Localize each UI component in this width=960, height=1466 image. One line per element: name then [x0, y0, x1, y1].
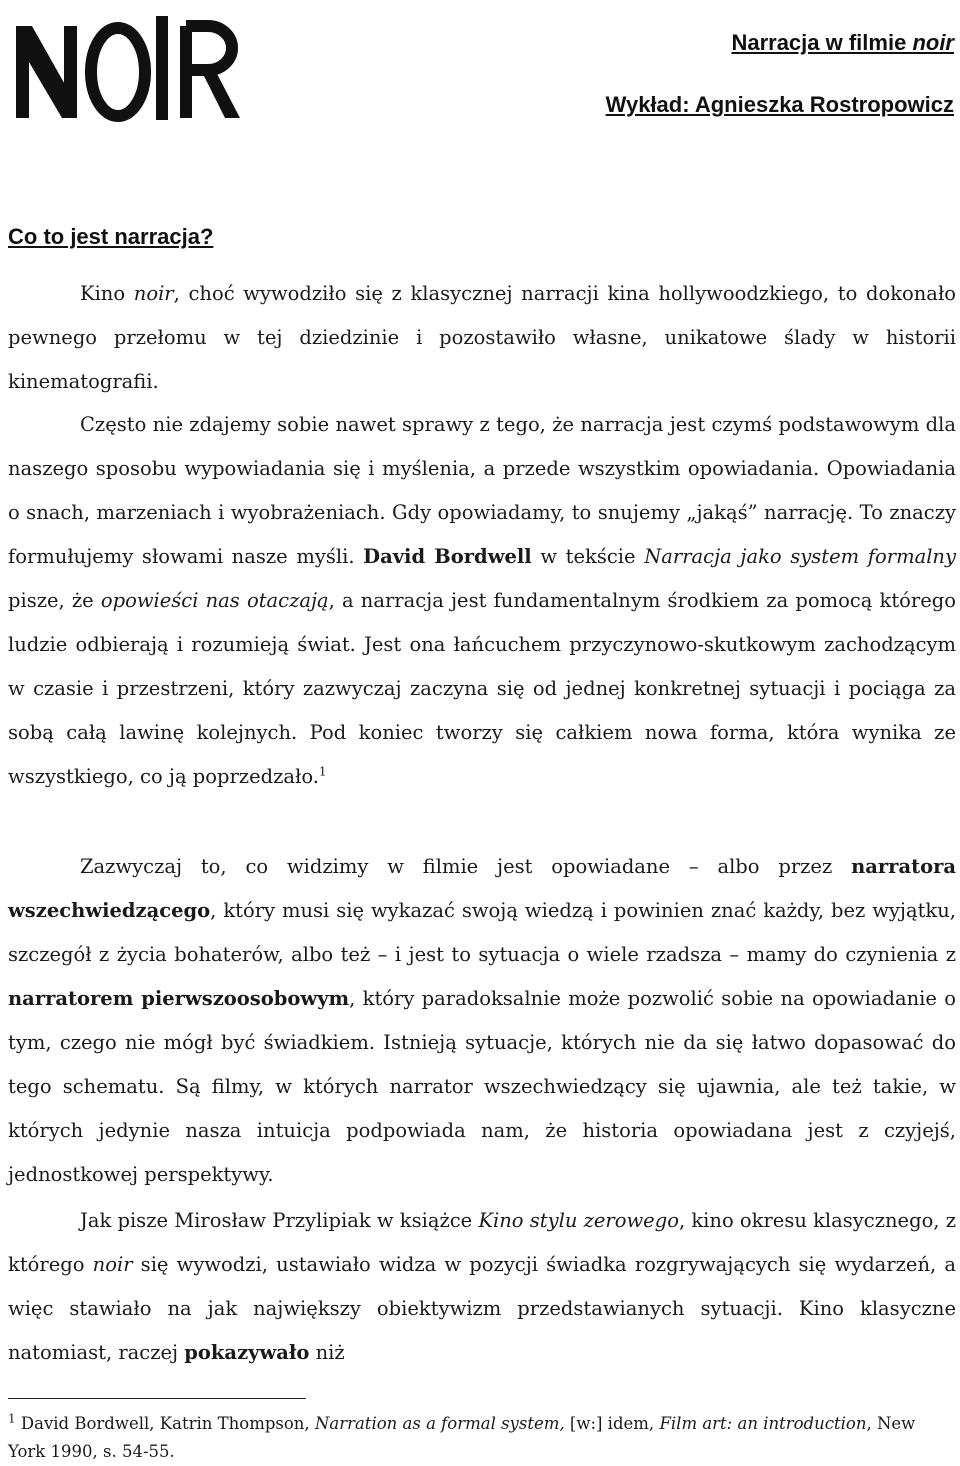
document-title: [731, 30, 954, 56]
title-text: Narracja w filmie: [731, 30, 913, 55]
noir-logo: [10, 12, 245, 124]
paragraph-1: Kino noir, choć wywodziło się z klasycznej narracji kina hollywoodzkiego, to dokonało pewnego przełomu w tej dziedzinie i pozostawiło własne, unikatowe ślady w historii kinematografii.: [8, 282, 956, 393]
footnote-divider: [8, 1398, 306, 1399]
footnote-ref[interactable]: 1: [318, 764, 327, 779]
title-italic: noir: [912, 30, 954, 55]
paragraph-3: Zazwyczaj to, co widzimy w filmie jest opowiadane – albo przez narratora wszechwiedzącego, który musi się wykazać swoją wiedzą i powinien znać każdy, bez wyjątku, szczegół z życia bohaterów, albo też – i jest to sytuacja o wiele rzadsza – mamy do czynienia z narratorem pierwszoosobowym, który paradoksalnie może pozwolić sobie na opowiadanie o tym, czego nie mógł być świadkiem. Istnieją sytuacje, których nie da się łatwo dopasować do tego schematu. Są filmy, w których narrator wszechwiedzący się ujawnia, ale też takie, w których jedynie nasza intuicja podpowiada nam, że historia opowiadana jest z czyjejś, jednostkowej perspektywy.: [8, 855, 956, 1186]
footnote-number: 1: [8, 1411, 16, 1426]
lecturer-line: Wykład: Agnieszka Rostropowicz: [605, 92, 954, 117]
paragraph-4: Jak pisze Mirosław Przylipiak w książce Kino stylu zerowego, kino okresu klasycznego, z którego noir się wywodzi, ustawiało widza w pozycji świadka rozgrywających się wydarzeń, a więc stawiało na jak największy obiektywizm przedstawianych sytuacji. Kino klasyczne natomiast, raczej pokazywało niż: [8, 1209, 956, 1364]
footnote: $^1$ David Bordwell, Katrin Thompson, Narration as a formal system, [w:] idem, Film art: an introduction, New York 1990, s. 54-55.: [8, 1411, 916, 1461]
paragraph-2: Często nie zdajemy sobie nawet sprawy z tego, że narracja jest czymś podstawowym dla naszego sposobu wypowiadania się i myślenia, a przede wszystkim opowiadania. Opowiadania o snach, marzeniach i wyobrażeniach. Gdy opowiadamy, to snujemy „jakąś” narrację. To znaczy formułujemy słowami nasze myśli. David Bordwell w tekście Narracja jako system formalny pisze, że opowieści nas otaczają, a narracja jest fundamentalnym środkiem za pomocą którego ludzie odbierają i rozumieją świat. Jest ona łańcuchem przyczynowo-skutkowym zachodzącym w czasie i przestrzeni, który zazwyczaj zaczyna się od jednej konkretnej sytuacji i pociąga za sobą całą lawinę kolejnych. Pod koniec tworzy się całkiem nowa forma, która wynika ze wszystkiego, co ją poprzedzało.$^1$: [8, 413, 957, 788]
section-heading: Co to jest narracja?: [8, 224, 214, 249]
